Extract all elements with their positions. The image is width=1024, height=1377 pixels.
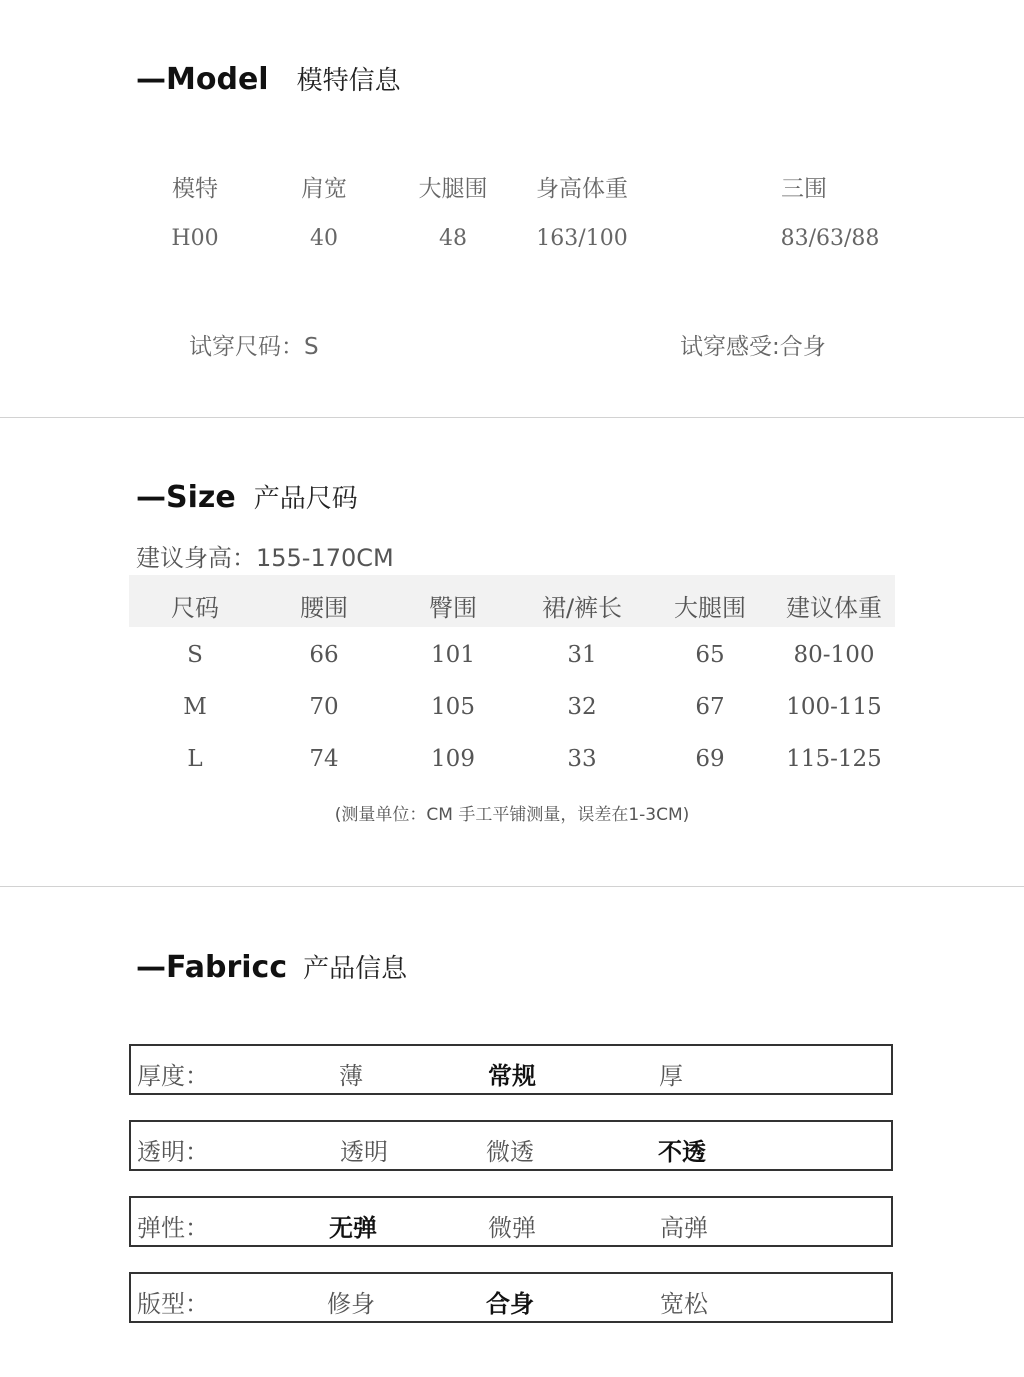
- fabric-heading-cn: 产品信息: [303, 954, 408, 984]
- fabric-option: 微弹: [488, 1214, 536, 1242]
- fabric-row-label: 弹性：: [137, 1214, 209, 1242]
- heading-dash: —: [136, 480, 166, 515]
- fabric-option: 微透: [486, 1138, 534, 1166]
- model-heading-cn: 模特信息: [296, 66, 401, 96]
- model-header-cell: 肩宽: [301, 176, 347, 202]
- model-value-cell: H00: [171, 226, 219, 251]
- size-header-cell: 尺码: [171, 594, 219, 622]
- fabric-option-selected: 不透: [658, 1138, 706, 1166]
- size-table-cell: 33: [567, 746, 597, 772]
- size-table-cell: 74: [309, 746, 339, 772]
- size-table-cell: L: [187, 746, 203, 772]
- size-heading-cn: 产品尺码: [253, 484, 358, 514]
- fabric-option-selected: 无弹: [329, 1214, 377, 1242]
- fabric-heading-en: Fabricc: [166, 950, 288, 985]
- size-table-cell: M: [183, 694, 207, 720]
- size-table-cell: 65: [695, 642, 725, 668]
- model-value-cell: 40: [310, 226, 338, 251]
- fabric-row-thickness: [129, 1044, 893, 1095]
- model-header-cell: 身高体重: [536, 176, 628, 202]
- heading-dash: —: [136, 62, 166, 97]
- model-header-cell: 模特: [172, 176, 218, 202]
- size-header-cell: 裙/裤长: [541, 594, 623, 622]
- model-header-cell: 三围: [781, 176, 827, 202]
- model-value-cell: 83/63/88: [780, 226, 880, 251]
- model-value-cell: 48: [439, 226, 467, 251]
- size-table-cell: 80-100: [793, 642, 875, 668]
- suggested-height: 建议身高：155-170CM: [136, 544, 394, 572]
- fabric-option: 厚: [659, 1062, 683, 1090]
- size-table-cell: 101: [431, 642, 475, 668]
- model-value-cell: 163/100: [536, 226, 628, 251]
- fabric-row-label: 透明：: [137, 1138, 209, 1166]
- size-section-heading: [136, 478, 358, 515]
- size-table-header-row: [129, 575, 895, 627]
- size-table-cell: 115-125: [786, 746, 882, 772]
- size-header-cell: 腰围: [300, 594, 348, 622]
- fabric-option: 透明: [340, 1138, 388, 1166]
- fabric-option: 修身: [327, 1290, 375, 1318]
- section-divider: [0, 886, 1024, 887]
- size-table-cell: 32: [567, 694, 597, 720]
- size-table-cell: 31: [567, 642, 597, 668]
- fabric-option: 薄: [339, 1062, 363, 1090]
- size-table-cell: 69: [695, 746, 725, 772]
- size-header-cell: 建议体重: [786, 594, 882, 622]
- fabric-row-fit: [129, 1272, 893, 1323]
- model-section-heading: [136, 60, 401, 97]
- fabric-row-elasticity: [129, 1196, 893, 1247]
- fabric-option: 宽松: [660, 1290, 708, 1318]
- size-header-cell: 大腿围: [674, 594, 746, 622]
- heading-dash: —: [136, 950, 166, 985]
- section-divider: [0, 417, 1024, 418]
- fabric-option: 高弹: [660, 1214, 708, 1242]
- try-feel-text: 试穿感受:合身: [680, 334, 826, 360]
- measurement-note: (测量单位：CM 手工平铺测量，误差在1-3CM): [334, 805, 690, 825]
- try-size-text: 试穿尺码：S: [189, 334, 319, 360]
- size-table-cell: 66: [309, 642, 339, 668]
- size-header-cell: 臀围: [429, 594, 477, 622]
- model-heading-en: Model: [166, 62, 269, 97]
- fabric-option-selected: 合身: [486, 1290, 534, 1318]
- size-table-cell: S: [187, 642, 203, 668]
- size-table-cell: 70: [309, 694, 339, 720]
- size-table-cell: 105: [431, 694, 475, 720]
- fabric-section-heading: [136, 948, 407, 985]
- fabric-row-label: 版型：: [137, 1290, 209, 1318]
- size-heading-en: Size: [166, 480, 236, 515]
- size-table-cell: 67: [695, 694, 725, 720]
- model-header-cell: 大腿围: [418, 176, 488, 202]
- fabric-option-selected: 常规: [488, 1062, 536, 1090]
- size-table-cell: 100-115: [786, 694, 882, 720]
- fabric-row-label: 厚度：: [137, 1062, 209, 1090]
- fabric-row-transparency: [129, 1120, 893, 1171]
- size-table-cell: 109: [431, 746, 475, 772]
